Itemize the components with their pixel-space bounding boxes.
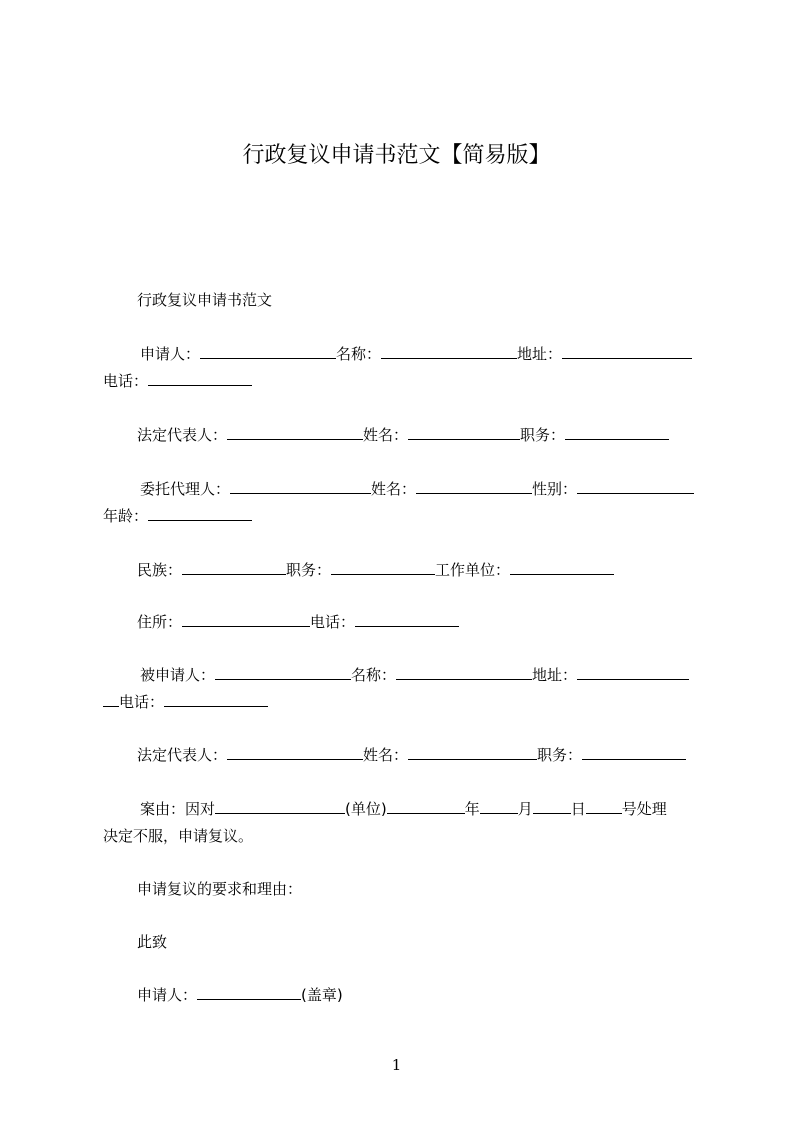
signature-label: 申请人： [137, 986, 198, 1004]
legal-rep-1-position-label: 职务： [520, 426, 566, 444]
case-month-blank[interactable] [533, 798, 571, 814]
legal-rep-1-label: 法定代表人： [137, 426, 228, 444]
residence-label: 住所： [137, 613, 183, 631]
applicant-name-label: 名称： [336, 345, 382, 363]
agent-name-blank[interactable] [416, 478, 532, 494]
respondent-phone-line [103, 689, 703, 716]
respondent-line [140, 662, 740, 689]
ethnicity-label: 民族： [137, 561, 183, 579]
case-unit: (单位) [345, 800, 387, 818]
case-continuation-line: 决定不服，申请复议。 [103, 827, 254, 845]
case-unit-blank[interactable] [387, 798, 465, 814]
applicant-phone-label: 电话： [103, 372, 149, 390]
residence-phone-label: 电话： [310, 613, 356, 631]
workplace-label: 工作单位： [435, 561, 511, 579]
legal-rep-2-position-label: 职务： [537, 746, 583, 764]
legal-rep-2-name-label: 姓名： [363, 746, 409, 764]
agent-gender-label: 性别： [532, 480, 578, 498]
closing: 此致 [137, 933, 168, 951]
workplace-blank[interactable] [510, 559, 614, 575]
applicant-name-blank[interactable] [381, 343, 517, 359]
applicant-blank[interactable] [200, 343, 336, 359]
ethnicity-blank[interactable] [182, 559, 286, 575]
agent-blank[interactable] [230, 478, 371, 494]
legal-rep-1-position-blank[interactable] [565, 424, 669, 440]
applicant-phone-blank[interactable] [148, 370, 252, 386]
respondent-name-blank[interactable] [396, 664, 532, 680]
case-year: 年 [464, 800, 480, 818]
applicant-address-label: 地址： [517, 345, 563, 363]
residence-blank[interactable] [182, 611, 310, 627]
respondent-address-blank[interactable] [577, 664, 689, 680]
case-month: 月 [517, 800, 533, 818]
agent-age-blank[interactable] [148, 505, 252, 521]
legal-rep-2-blank[interactable] [227, 744, 363, 760]
legal-rep-1-name-label: 姓名： [363, 426, 409, 444]
respondent-blank[interactable] [215, 664, 351, 680]
applicant-phone-line [103, 368, 703, 395]
case-line [140, 796, 740, 823]
respondent-address-label: 地址： [532, 666, 578, 684]
case-label: 案由：因对 [140, 800, 216, 818]
agent-label: 委托代理人： [140, 480, 231, 498]
agent-age-line [103, 503, 703, 530]
agent-age-label: 年龄： [103, 507, 149, 525]
page-number: 1 [391, 1056, 402, 1074]
legal-rep-1-line [137, 422, 737, 449]
case-number: 号处理 [621, 800, 667, 818]
legal-rep-2-label: 法定代表人： [137, 746, 228, 764]
request-reason: 申请复议的要求和理由： [137, 880, 303, 898]
signature-seal: (盖章) [301, 986, 343, 1004]
agent-line [140, 476, 740, 503]
subtitle: 行政复议申请书范文 [137, 291, 273, 309]
ethnicity-line [137, 557, 737, 584]
case-year-blank[interactable] [480, 798, 518, 814]
agent-gender-blank[interactable] [577, 478, 694, 494]
legal-rep-1-blank[interactable] [227, 424, 363, 440]
respondent-name-label: 名称： [351, 666, 397, 684]
document-title: 行政复议申请书范文【简易版】 [242, 143, 551, 168]
legal-rep-2-line [137, 742, 737, 769]
case-day: 日 [570, 800, 586, 818]
ethnicity-position-blank[interactable] [331, 559, 435, 575]
signature-blank[interactable] [197, 984, 301, 1000]
residence-line [137, 609, 737, 636]
legal-rep-2-name-blank[interactable] [408, 744, 537, 760]
ethnicity-position-label: 职务： [286, 561, 332, 579]
respondent-address-blank-cont[interactable] [103, 691, 119, 707]
legal-rep-1-name-blank[interactable] [408, 424, 520, 440]
respondent-phone-label: 电话： [119, 693, 165, 711]
legal-rep-2-position-blank[interactable] [582, 744, 686, 760]
applicant-label: 申请人： [140, 345, 201, 363]
respondent-phone-blank[interactable] [164, 691, 268, 707]
applicant-line [140, 341, 740, 368]
residence-phone-blank[interactable] [355, 611, 459, 627]
case-decision-blank[interactable] [215, 798, 345, 814]
agent-name-label: 姓名： [371, 480, 417, 498]
applicant-address-blank[interactable] [562, 343, 692, 359]
case-day-blank[interactable] [586, 798, 622, 814]
signature-line [137, 982, 737, 1009]
respondent-label: 被申请人： [140, 666, 216, 684]
